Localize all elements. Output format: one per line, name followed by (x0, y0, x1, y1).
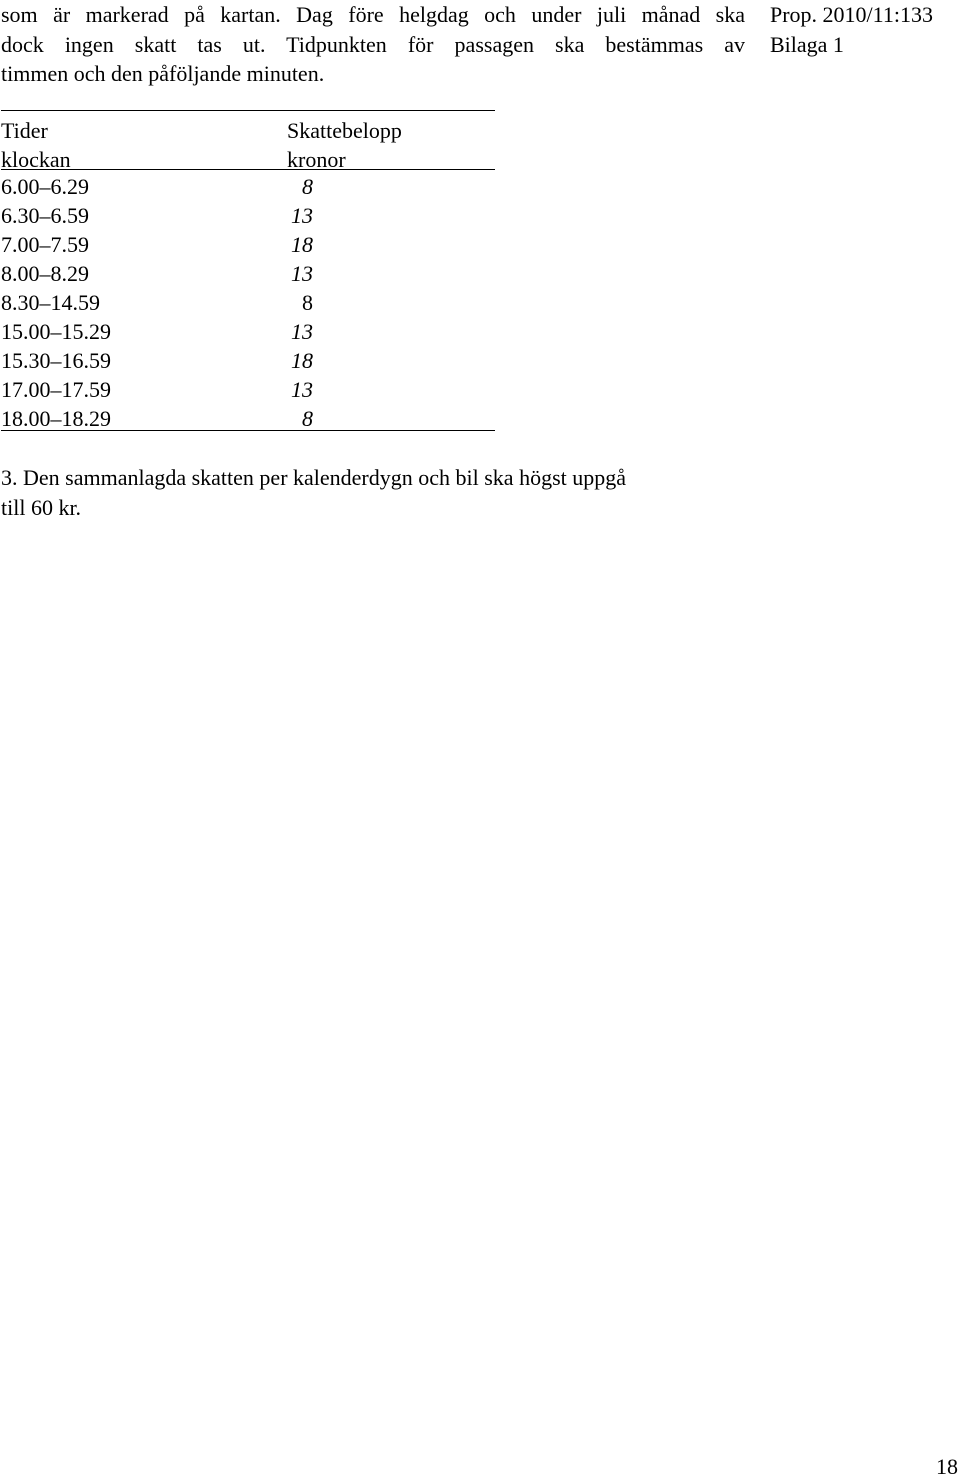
tax-amount: 13 (291, 319, 313, 344)
table-header-rule (1, 169, 495, 170)
body-paragraph (1, 0, 745, 89)
header-times: Tider (1, 118, 48, 143)
time-interval: 8.00–8.29 (1, 261, 89, 286)
table-row (1, 288, 495, 317)
time-interval: 18.00–18.29 (1, 406, 111, 431)
table-row (1, 375, 495, 404)
header-amount-sub: kronor (287, 147, 346, 172)
page-number: 18 (936, 1454, 958, 1479)
time-interval: 6.30–6.59 (1, 203, 89, 228)
table-row (1, 317, 495, 346)
tax-amount: 18 (291, 348, 313, 373)
tax-amount: 8 (302, 406, 313, 431)
tax-amount: 8 (302, 290, 313, 315)
header-times-sub: klockan (1, 147, 71, 172)
appendix-label: Bilaga 1 (770, 31, 844, 57)
tax-amount: 13 (291, 261, 313, 286)
paragraph-line: som är markerad på kartan. Dag före helgdag och under juli månad ska (1, 2, 745, 27)
rule-paragraph (1, 463, 761, 522)
time-interval: 15.30–16.59 (1, 348, 111, 373)
table-row (1, 230, 495, 259)
table-row (1, 404, 495, 433)
table-top-rule (1, 110, 495, 111)
time-interval: 17.00–17.59 (1, 377, 111, 402)
time-interval: 6.00–6.29 (1, 174, 89, 199)
margin-reference (770, 0, 933, 59)
paragraph-line: 3. Den sammanlagda skatten per kalenderdygn och bil ska högst uppgå (1, 465, 627, 490)
paragraph-line: dock ingen skatt tas ut. Tidpunkten för passagen ska bestämmas av (1, 31, 745, 57)
time-interval: 7.00–7.59 (1, 232, 89, 257)
tax-amount: 18 (291, 232, 313, 257)
table-bottom-rule (1, 430, 495, 431)
tax-amount: 13 (291, 203, 313, 228)
paragraph-line: timmen och den påföljande minuten. (1, 61, 325, 86)
table-row (1, 201, 495, 230)
time-interval: 15.00–15.29 (1, 319, 111, 344)
paragraph-line: till 60 kr. (1, 494, 82, 520)
table-row (1, 172, 495, 201)
tax-amount: 13 (291, 377, 313, 402)
table-row (1, 346, 495, 375)
header-amount: Skattebelopp (287, 118, 402, 143)
prop-reference: Prop. 2010/11:133 (770, 2, 933, 27)
time-interval: 8.30–14.59 (1, 290, 100, 315)
table-row (1, 259, 495, 288)
tax-amount: 8 (302, 174, 313, 199)
